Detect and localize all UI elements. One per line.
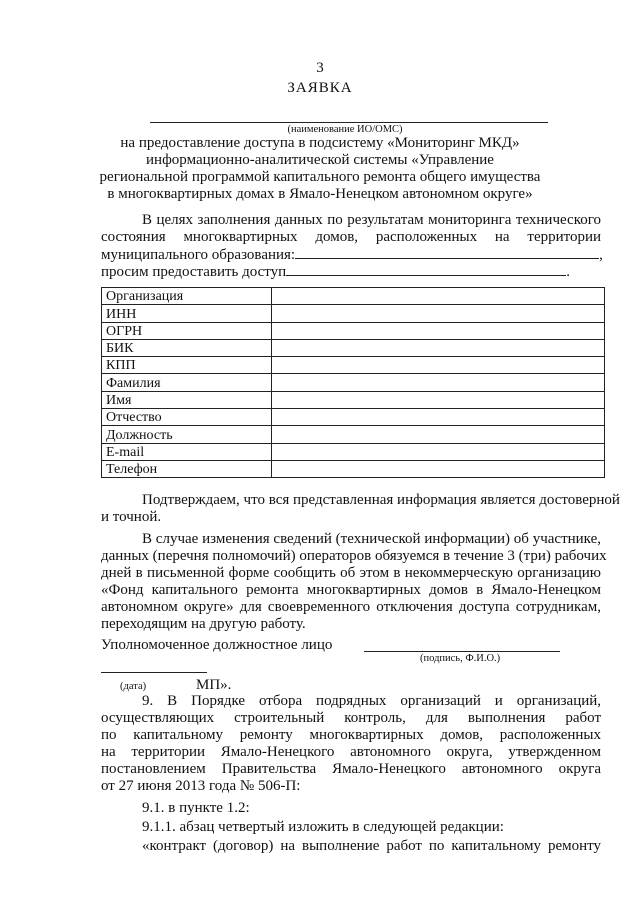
date-caption: (дата) xyxy=(120,681,147,692)
municipality-field[interactable] xyxy=(295,246,599,259)
table-row xyxy=(102,322,605,339)
word: автономного xyxy=(461,761,543,777)
word: округа xyxy=(558,761,602,777)
word: многоквартирных xyxy=(183,229,298,245)
word: Ямало-Ненецкого xyxy=(220,744,335,760)
change-line-1: В случае изменения сведений (технической информации) об участнике, xyxy=(142,531,601,547)
item9-line-6: от 27 июня 2013 года № 506-П: xyxy=(101,778,301,794)
row-label: БИК xyxy=(102,339,272,356)
change-line-2: данных (перечня полномочий) операторов обязуемся в течение 3 (три) рабочих xyxy=(101,548,607,564)
word: «контракт xyxy=(142,838,207,854)
applicant-table xyxy=(101,287,605,478)
word: строительный xyxy=(234,710,325,726)
row-label: Фамилия xyxy=(102,374,272,391)
word: по xyxy=(101,727,117,743)
period: . xyxy=(566,264,570,280)
word: состояния xyxy=(101,229,166,245)
word: домов, xyxy=(440,727,484,743)
word: расположенных xyxy=(375,229,478,245)
word: Порядке xyxy=(191,693,246,709)
word: на xyxy=(280,838,296,854)
word: ремонту xyxy=(239,727,293,743)
table-row xyxy=(102,305,605,322)
word: по xyxy=(428,838,445,854)
item9-line-3 xyxy=(101,727,601,744)
row-label: Телефон xyxy=(102,460,272,477)
table-row xyxy=(102,409,605,426)
intro-line-2 xyxy=(101,229,601,246)
word: ремонту xyxy=(547,838,602,854)
signature-caption: (подпись, Ф.И.О.) xyxy=(420,653,501,664)
table-row xyxy=(102,357,605,374)
word: территории xyxy=(527,229,602,245)
intro-line-4 xyxy=(101,263,570,281)
item-9-1-1: 9.1.1. абзац четвертый изложить в следующей редакции: xyxy=(142,819,504,835)
table-row xyxy=(102,426,605,443)
subtitle-line-3: региональной программой капитального ремонта общего имущества xyxy=(99,169,541,185)
word: постановлением xyxy=(101,761,206,777)
row-value-field[interactable] xyxy=(272,374,605,391)
org-name-line xyxy=(150,122,548,123)
signature-line[interactable] xyxy=(364,651,560,652)
word: на xyxy=(101,744,116,760)
word: автономного xyxy=(350,744,431,760)
date-line[interactable] xyxy=(101,672,207,673)
comma: , xyxy=(599,247,603,263)
word: Ямало-Ненецкого xyxy=(332,761,446,777)
row-label: E-mail xyxy=(102,443,272,460)
row-label: Организация xyxy=(102,288,272,305)
change-line-3: дней в письменной форме сообщить об этом в некоммерческую организацию xyxy=(101,565,601,581)
access-label: просим предоставить доступ xyxy=(101,264,287,280)
row-value-field[interactable] xyxy=(272,443,605,460)
stamp-mark: МП». xyxy=(196,677,232,693)
word: отбора xyxy=(258,693,303,709)
municipality-label: муниципального образования: xyxy=(101,247,296,263)
row-label: Должность xyxy=(102,426,272,443)
table-row xyxy=(102,391,605,408)
official-label: Уполномоченное должностное лицо xyxy=(101,637,333,653)
word: (договор) xyxy=(213,838,274,854)
word: выполнение xyxy=(302,838,380,854)
intro-line-3 xyxy=(101,246,603,264)
item-9-1: 9.1. в пункте 1.2: xyxy=(142,800,250,816)
word: на xyxy=(494,229,510,245)
item9-line-2 xyxy=(101,710,601,727)
row-label: КПП xyxy=(102,357,272,374)
table-row xyxy=(102,460,605,477)
word: капитальному xyxy=(133,727,223,743)
word: многоквартирных xyxy=(309,727,424,743)
table-row xyxy=(102,443,605,460)
row-label: ИНН xyxy=(102,305,272,322)
word: 9. В xyxy=(142,693,178,709)
word: утвержденном xyxy=(508,744,601,760)
document-title: ЗАЯВКА xyxy=(287,80,353,96)
page-number: 3 xyxy=(316,60,324,76)
word: территории xyxy=(131,744,206,760)
word: работ xyxy=(386,838,422,854)
word: выполнения xyxy=(467,710,546,726)
word: домов, xyxy=(315,229,359,245)
word: работ xyxy=(565,710,602,726)
word: округа, xyxy=(446,744,493,760)
word: капитальному xyxy=(451,838,542,854)
row-value-field[interactable] xyxy=(272,391,605,408)
word: и xyxy=(494,693,503,709)
row-value-field[interactable] xyxy=(272,322,605,339)
table-row xyxy=(102,339,605,356)
word: организаций, xyxy=(516,693,602,709)
row-value-field[interactable] xyxy=(272,426,605,443)
access-field[interactable] xyxy=(286,263,566,276)
row-value-field[interactable] xyxy=(272,357,605,374)
row-value-field[interactable] xyxy=(272,409,605,426)
word: подрядных xyxy=(316,693,387,709)
row-value-field[interactable] xyxy=(272,339,605,356)
word: расположенных xyxy=(499,727,602,743)
word: контроль, xyxy=(344,710,406,726)
last-line xyxy=(142,838,601,855)
row-value-field[interactable] xyxy=(272,460,605,477)
word: организаций xyxy=(400,693,481,709)
word: осуществляющих xyxy=(101,710,215,726)
subtitle-line-2: информационно-аналитической системы «Управление xyxy=(146,152,494,168)
change-line-4: «Фонд капитального ремонта многоквартирных домов в Ямало-Ненецком xyxy=(101,582,601,598)
item9-line-1 xyxy=(142,693,601,710)
item9-line-5 xyxy=(101,761,601,778)
change-line-6: переходящим на другую работу. xyxy=(101,616,306,632)
row-value-field[interactable] xyxy=(272,305,605,322)
org-name-caption: (наименование ИО/ОМС) xyxy=(287,124,403,135)
confirm-line-2: и точной. xyxy=(101,509,162,525)
row-value-field[interactable] xyxy=(272,288,605,305)
table-row xyxy=(102,374,605,391)
subtitle-line-1: на предоставление доступа в подсистему «Мониторинг МКД» xyxy=(120,135,520,151)
item9-line-4 xyxy=(101,744,601,761)
row-label: ОГРН xyxy=(102,322,272,339)
subtitle-line-4: в многоквартирных домах в Ямало-Ненецком автономном округе» xyxy=(107,186,533,202)
row-label: Отчество xyxy=(102,409,272,426)
change-line-5: автономном округе» для своевременного отключения доступа сотрудникам, xyxy=(101,599,601,615)
intro-line-1: В целях заполнения данных по результатам мониторинга технического xyxy=(142,212,601,228)
word: Правительства xyxy=(221,761,317,777)
word: для xyxy=(425,710,448,726)
table-row xyxy=(102,288,605,305)
confirm-line-1: Подтверждаем, что вся представленная информация является достоверной xyxy=(142,492,620,508)
row-label: Имя xyxy=(102,391,272,408)
